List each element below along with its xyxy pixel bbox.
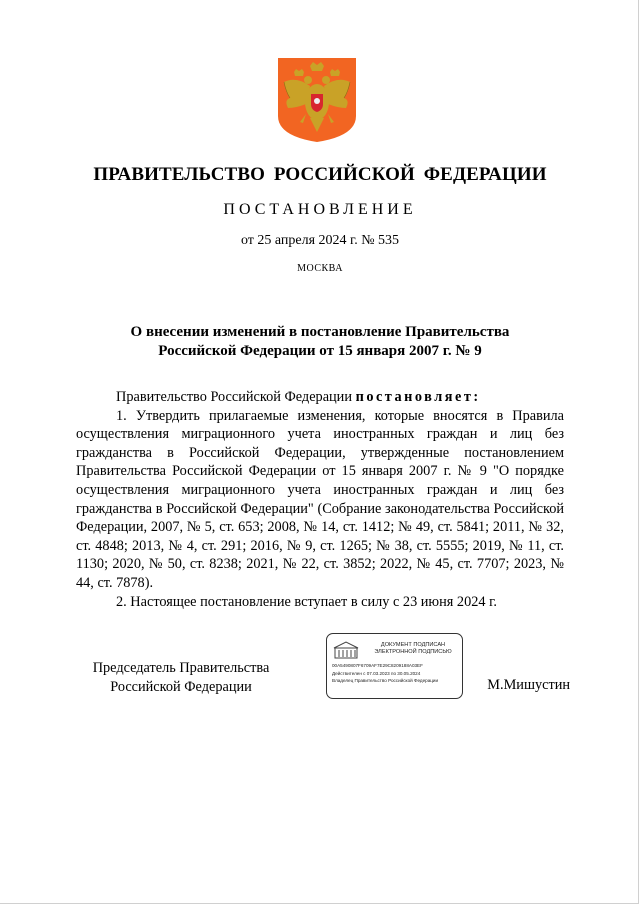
- decree-word: постановляет:: [355, 389, 481, 405]
- stamp-title: [365, 642, 461, 656]
- document-city: МОСКВА: [297, 263, 343, 274]
- intro-text: Правительство Российской Федерации: [116, 389, 356, 405]
- position-line: Российской Федерации: [110, 678, 252, 695]
- stamp-title-line: ЭЛЕКТРОННОЙ ПОДПИСЬЮ: [374, 649, 452, 655]
- subject-line: О внесении изменений в постановление Правительства: [130, 324, 510, 340]
- document-subject: [0, 323, 640, 361]
- signatory-position: [76, 659, 286, 696]
- intro-paragraph: [76, 388, 564, 407]
- certificate-validity: Действителен с 07.03.2023 по 30.05.2024: [332, 671, 421, 676]
- document-body: [76, 388, 564, 611]
- government-title: ПРАВИТЕЛЬСТВО РОССИЙСКОЙ ФЕДЕРАЦИИ: [93, 164, 547, 185]
- building-icon: [333, 640, 359, 660]
- document-date-number: от 25 апреля 2024 г. № 535: [240, 233, 400, 248]
- coat-of-arms-emblem: [276, 56, 358, 144]
- stamp-title-line: ДОКУМЕНТ ПОДПИСАН: [380, 642, 446, 648]
- document-type: ПОСТАНОВЛЕНИЕ: [223, 201, 417, 218]
- signatory-name: М.Мишустин: [487, 677, 570, 693]
- certificate-number: 00A5490807F6709AF7E29C8209188A03EF: [332, 663, 423, 668]
- subject-line: Российской Федерации от 15 января 2007 г. № 9: [158, 343, 482, 359]
- item-1-paragraph: 1. Утвердить прилагаемые изменения, которые вносятся в Правила осуществления миграционного учета иностранных граждан и лиц без гражданства в Российской Федерации, утвержденные постановлением Правительства Российской Федерации от 15 января 2007 г. № 9 "О порядке осуществления миграционного учета иностранных граждан и лиц без гражданства в Российской Федерации" (Собрание законодательства Российской Федерации, 2007, № 5, ст. 653; 2008, № 14, ст. 1412; № 49, ст. 5841; 2011, № 32, ст. 4848; 2013, № 4, ст. 291; 2016, № 9, ст. 1265; № 38, ст. 5555; 2019, № 11, ст. 1130; 2020, № 50, ст. 8238; 2021, № 22, ст. 3852; 2022, № 45, ст. 7707; 2023, № 44, ст. 7878).: [76, 407, 564, 591]
- certificate-owner: Владелец Правительство Российской Федерации: [332, 678, 439, 683]
- electronic-signature-stamp: [326, 633, 463, 699]
- position-line: Председатель Правительства: [92, 660, 270, 676]
- item-2-paragraph: 2. Настоящее постановление вступает в силу с 23 июня 2024 г.: [116, 593, 497, 610]
